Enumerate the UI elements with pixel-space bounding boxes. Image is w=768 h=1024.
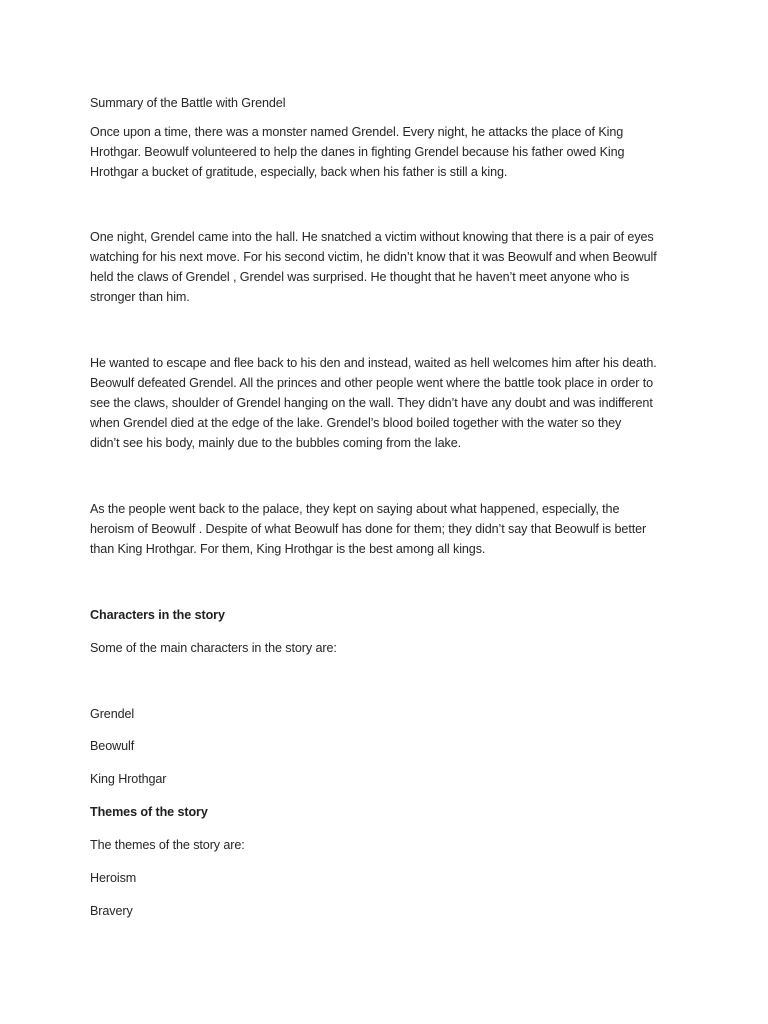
paragraph-line: see the claws, shoulder of Grendel hanging on the wall. They didn’t have any doubt and was indifferent	[90, 396, 653, 410]
paragraph-line: One night, Grendel came into the hall. He snatched a victim without knowing that there is a pair of eyes	[90, 230, 654, 244]
paragraph-line: held the claws of Grendel , Grendel was surprised. He thought that he haven’t meet anyone who is	[90, 270, 630, 284]
paragraph-line: didn’t see his body, mainly due to the bubbles coming from the lake.	[90, 436, 461, 450]
characters-heading: Characters in the story	[90, 608, 225, 622]
list-item: Bravery	[90, 904, 133, 918]
paragraph-line: stronger than him.	[90, 290, 190, 304]
list-item: Grendel	[90, 707, 135, 721]
characters-intro: Some of the main characters in the story are:	[90, 641, 337, 655]
themes-heading: Themes of the story	[90, 805, 208, 819]
paragraph-line: He wanted to escape and flee back to his den and instead, waited as hell welcomes him after his death.	[90, 356, 657, 370]
themes-intro: The themes of the story are:	[90, 838, 245, 852]
paragraph-line: Beowulf defeated Grendel. All the princes and other people went where the battle took place in order to	[90, 376, 654, 390]
paragraph-line: Hrothgar a bucket of gratitude, especially, back when his father is still a king.	[90, 165, 508, 179]
paragraph-line: watching for his next move. For his second victim, he didn’t know that it was Beowulf and when Beowulf	[90, 250, 657, 264]
paragraph-line: Hrothgar. Beowulf volunteered to help the danes in fighting Grendel because his father owed King	[90, 145, 625, 159]
paragraph-line: As the people went back to the palace, they kept on saying about what happened, especially, the	[90, 502, 620, 516]
paragraph-line: Once upon a time, there was a monster named Grendel. Every night, he attacks the place of King	[90, 125, 624, 139]
list-item: Beowulf	[90, 739, 135, 753]
list-item: King Hrothgar	[90, 772, 167, 786]
paragraph-line: when Grendel died at the edge of the lake. Grendel’s blood boiled together with the water so they	[90, 416, 622, 430]
list-item: Heroism	[90, 871, 137, 885]
paragraph-line: than King Hrothgar. For them, King Hrothgar is the best among all kings.	[90, 542, 486, 556]
paragraph-line: heroism of Beowulf . Despite of what Beowulf has done for them; they didn’t say that Beowulf is better	[90, 522, 647, 536]
document-title: Summary of the Battle with Grendel	[90, 96, 286, 110]
